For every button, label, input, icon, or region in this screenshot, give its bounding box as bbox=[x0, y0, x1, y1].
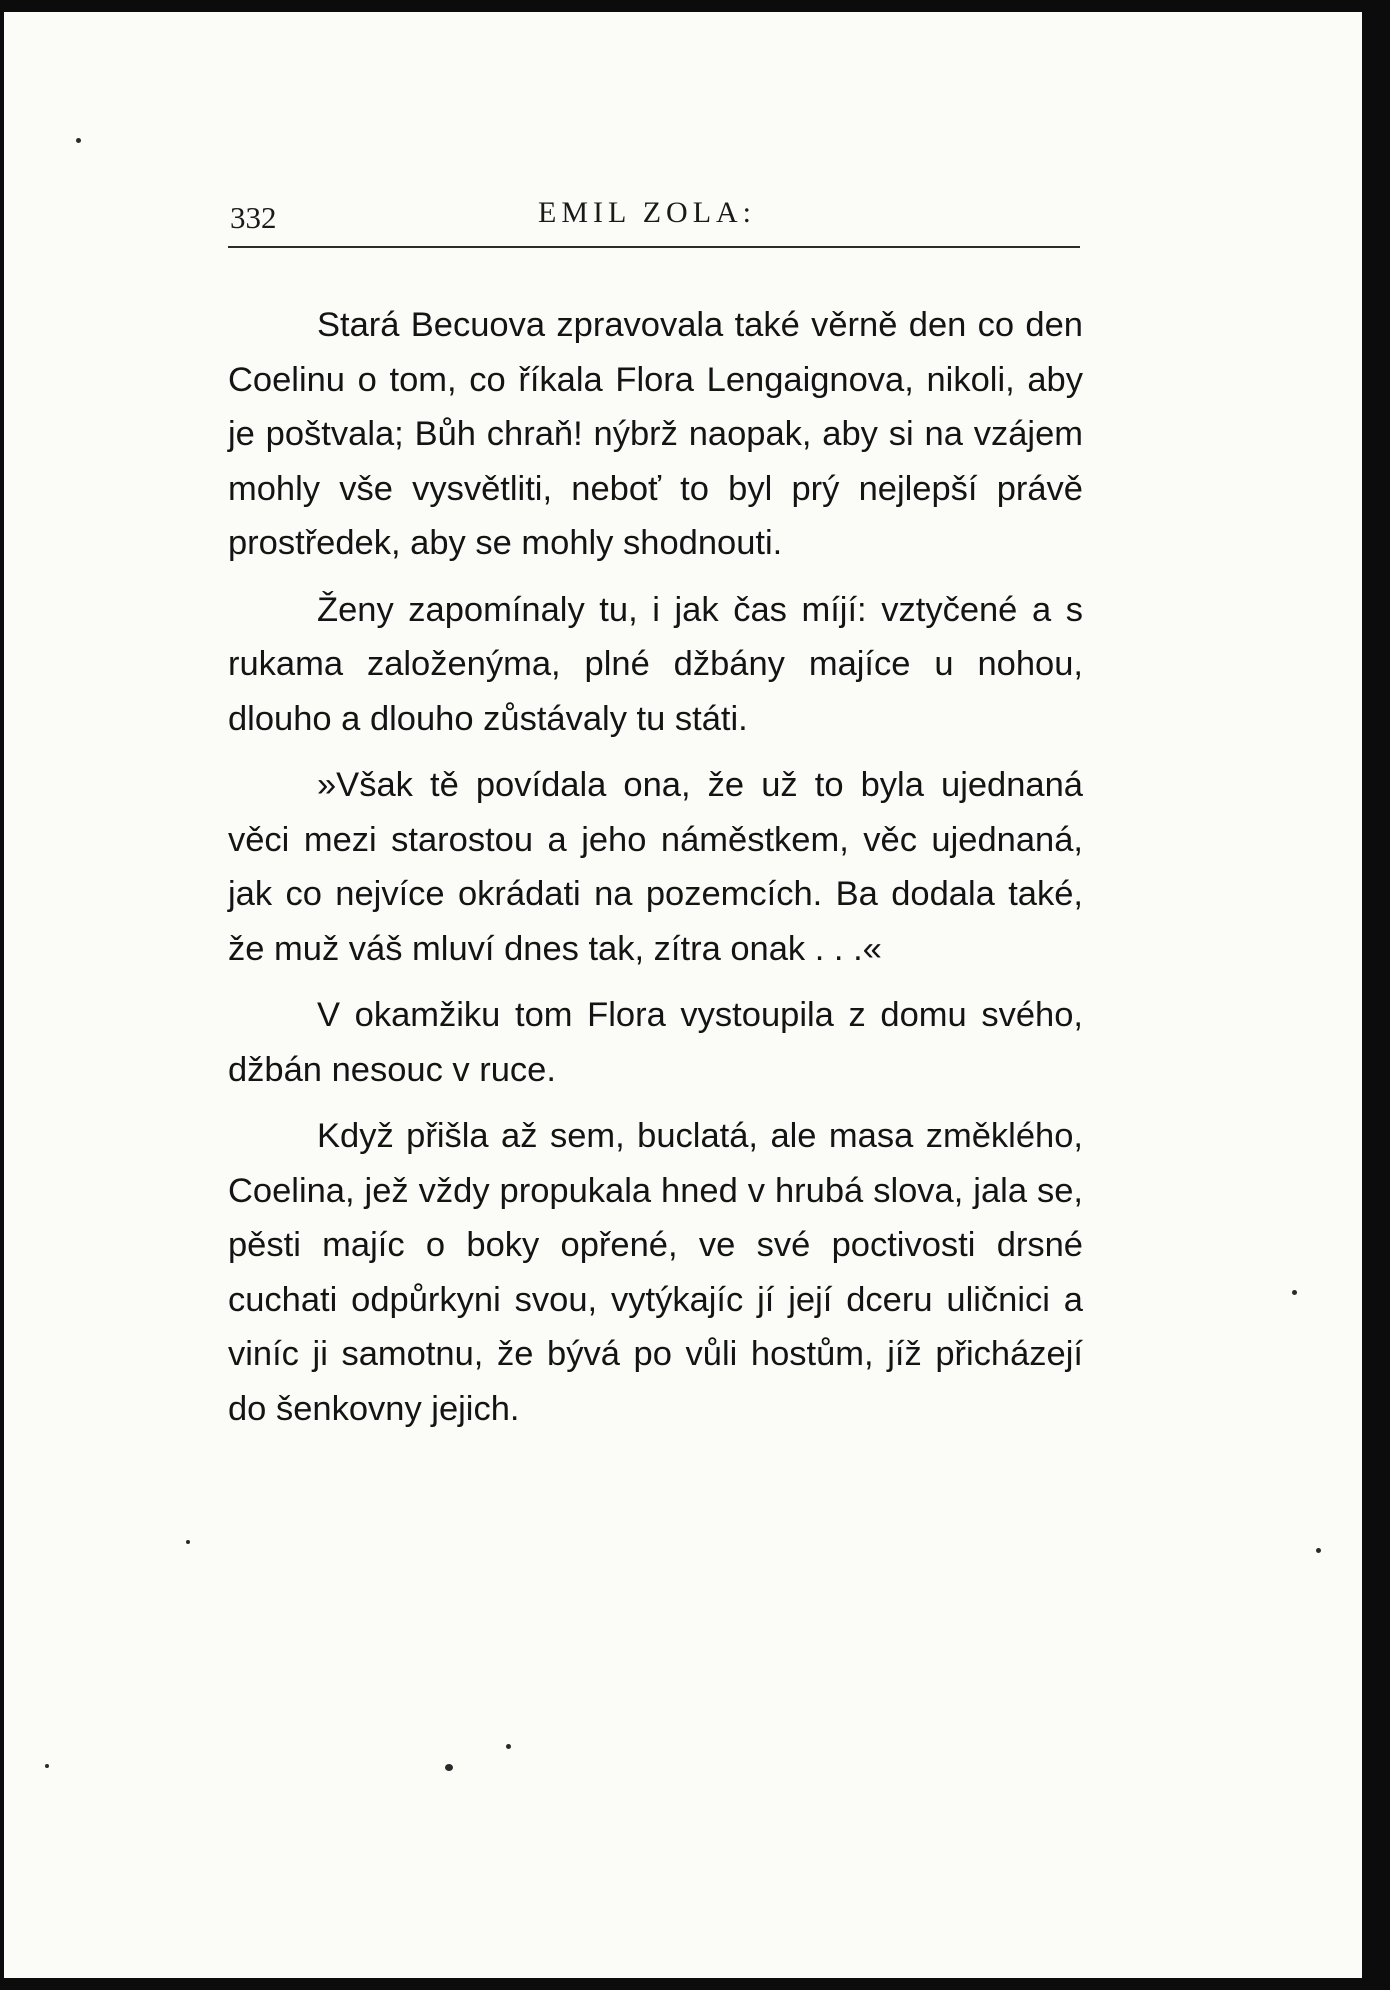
book-spine-edge bbox=[1362, 0, 1390, 1990]
scan-speck bbox=[45, 1764, 49, 1768]
header-rule bbox=[228, 246, 1080, 248]
scan-speck bbox=[506, 1744, 511, 1749]
scan-speck bbox=[1316, 1548, 1321, 1553]
scan-speck bbox=[76, 138, 81, 143]
paragraph-2: Ženy zapomínaly tu, i jak čas míjí: vztyčené a s rukama založenýma, plné džbány majíce u nohou, dlouho a dlouho zůstávaly tu státi. bbox=[228, 590, 1083, 738]
paragraph-1: Stará Becuova zpravovala také věrně den co den Coelinu o tom, co říkala Flora Lengaignova, nikoli, aby je poštvala; Bůh chraň! nýbrž naopak, aby si na vzájem mohly vše vysvětliti, neboť to byl prý nejlepší právě prostředek, aby se mohly shodnouti. bbox=[228, 306, 1083, 562]
paragraph-5: Když přišla až sem, buclatá, ale masa změklého, Coelina, jež vždy propukala hned v hrubá slova, jala se, pěsti majíc o boky opřené, ve své poctivosti drsné cuchati odpůrkyni svou, vytýkajíc jí její dceru uličnici a viníc ji samotnu, že bývá po vůli hostům, jíž přicházejí do šenkovny jejich. bbox=[228, 1117, 1083, 1428]
paragraph-3: »Však tě povídala ona, že už to byla ujednaná věci mezi starostou a jeho náměstkem, věc ujednaná, jak co nejvíce okrádati na pozemcích. Ba dodala také, že muž váš mluví dnes tak, zítra onak . . .« bbox=[228, 766, 1083, 968]
scan-speck bbox=[445, 1764, 453, 1771]
paragraph-4: V okamžiku tom Flora vystoupila z domu svého, džbán nesouc v ruce. bbox=[228, 996, 1083, 1089]
running-title: EMIL ZOLA: bbox=[538, 196, 757, 229]
body-text bbox=[228, 298, 1083, 1448]
scan-speck bbox=[1292, 1290, 1297, 1295]
page-number: 332 bbox=[230, 200, 277, 235]
scan-speck bbox=[186, 1540, 190, 1544]
running-head bbox=[228, 196, 1080, 246]
